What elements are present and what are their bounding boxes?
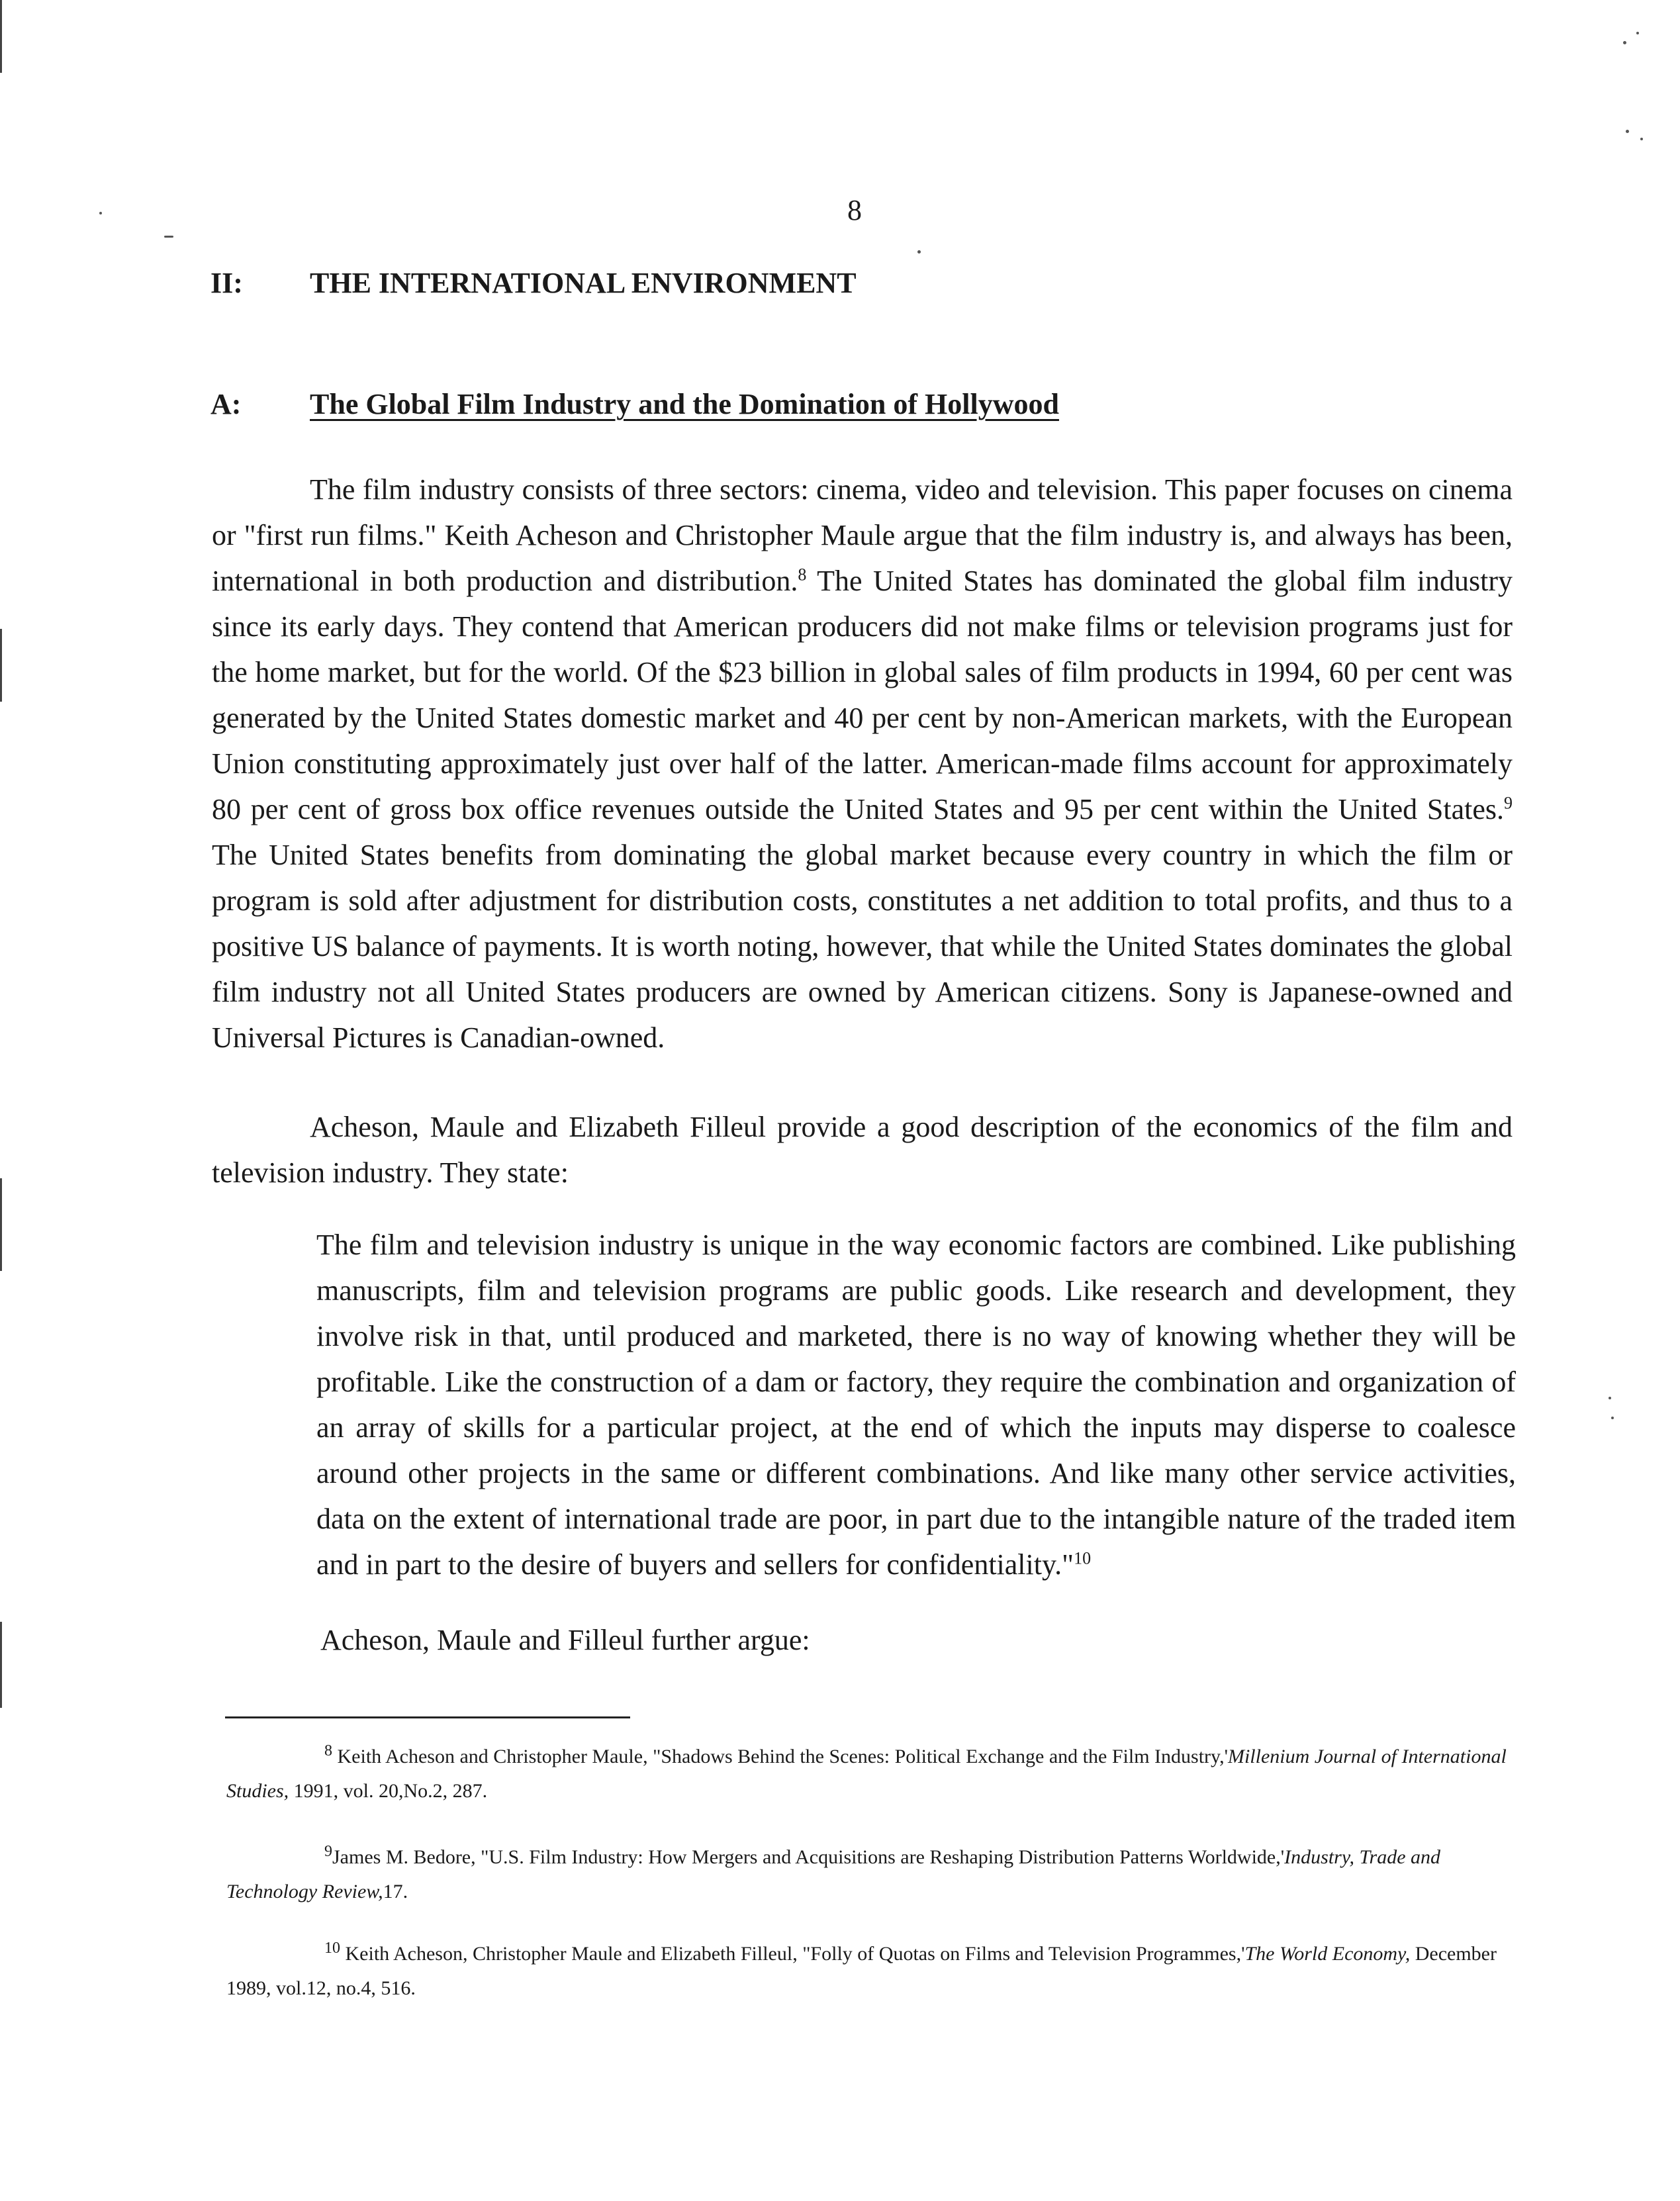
scan-speck bbox=[1611, 1417, 1614, 1419]
footnote-ref: 8 bbox=[798, 565, 807, 585]
block-quote bbox=[316, 1222, 1516, 1587]
footnote-source: The World Economy, bbox=[1244, 1943, 1411, 1965]
footnote-number: 9 bbox=[324, 1843, 332, 1860]
body-paragraph: Acheson, Maule and Elizabeth Filleul provide a good description of the economics of the film and television industry. They state: bbox=[212, 1111, 1513, 1189]
footnote-text: December 1989, vol.12, no.4, 516. bbox=[226, 1943, 1497, 1999]
page-number: 8 bbox=[847, 194, 862, 226]
scan-speck bbox=[164, 236, 173, 238]
footnote-ref: 10 bbox=[1074, 1548, 1092, 1568]
footnote-text: 17. bbox=[383, 1881, 408, 1902]
footnote bbox=[226, 1740, 1511, 1808]
scan-speck bbox=[1623, 41, 1626, 44]
section-number: II: bbox=[210, 267, 243, 299]
footnote-text: 1991, vol. 20,No.2, 287. bbox=[289, 1780, 488, 1802]
section-title: THE INTERNATIONAL ENVIRONMENT bbox=[310, 267, 857, 299]
footnote-source: Industry, Trade and Technology Review, bbox=[226, 1846, 1441, 1902]
section-heading bbox=[210, 266, 857, 300]
scan-speck bbox=[917, 250, 921, 254]
scan-edge-mark bbox=[0, 629, 2, 702]
footnote-source: Millenium Journal of International Studies, bbox=[226, 1746, 1507, 1802]
subsection-heading bbox=[210, 387, 1059, 421]
body-paragraph bbox=[212, 467, 1513, 1060]
scan-speck bbox=[1640, 138, 1643, 140]
scan-speck bbox=[1609, 1397, 1611, 1399]
footnote-text: Keith Acheson, Christopher Maule and Elizabeth Filleul, "Folly of Quotas on Films and Television Programmes,' bbox=[340, 1943, 1245, 1965]
footnote-text: James M. Bedore, "U.S. Film Industry: How Mergers and Acquisitions are Reshaping Distribution Patterns Worldwide,' bbox=[332, 1846, 1285, 1868]
footnote-number: 10 bbox=[324, 1940, 340, 1957]
scan-speck bbox=[99, 212, 102, 214]
body-paragraph: Acheson, Maule and Filleul further argue: bbox=[320, 1624, 810, 1656]
paragraph-text: The film industry consists of three sectors: cinema, video and television. This paper focuses on cinema or "first run films." Keith Acheson and Christopher Maule argue that the film industry is, and always has been, international in both production and distribution. bbox=[212, 473, 1513, 597]
paragraph-text: The United States benefits from dominating the global market because every country in which the film or program is sold after adjustment for distribution costs, constitutes a net addition to total profits, and thus to a positive US balance of payments. It is worth noting, however, that while the United States dominates the global film industry not all United States producers are owned by American citizens. Sony is Japanese-owned and Universal Pictures is Canadian-owned. bbox=[212, 839, 1513, 1054]
footnote bbox=[226, 1937, 1511, 2006]
scan-speck bbox=[1626, 130, 1629, 133]
subsection-title: The Global Film Industry and the Domination of Hollywood bbox=[310, 388, 1059, 420]
scan-edge-mark bbox=[0, 1622, 2, 1708]
footnote-text: Keith Acheson and Christopher Maule, "Shadows Behind the Scenes: Political Exchange and the Film Industry,' bbox=[332, 1746, 1228, 1767]
footnote-number: 8 bbox=[324, 1742, 332, 1759]
footnote-separator bbox=[225, 1716, 630, 1718]
scan-edge-mark bbox=[0, 1178, 2, 1271]
footnote bbox=[226, 1840, 1511, 1909]
scan-speck bbox=[1636, 32, 1639, 34]
footnote-ref: 9 bbox=[1504, 793, 1513, 813]
paragraph-text: The United States has dominated the global film industry since its early days. They contend that American producers did not make films or television programs just for the home market, but for the world. Of the $23 billion in global sales of film products in 1994, 60 per cent was generated by the United States domestic market and 40 per cent by non-American markets, with the European Union constituting approximately just over half of the latter. American-made films account for approximately 80 per cent of gross box office revenues outside the United States and 95 per cent within the United States. bbox=[212, 565, 1513, 825]
scan-edge-mark bbox=[0, 0, 2, 73]
subsection-number: A: bbox=[210, 388, 242, 420]
quote-text: The film and television industry is unique in the way economic factors are combined. Like publishing manuscripts, film and television programs are public goods. Like research and development, they involve risk in that, until produced and marketed, there is no way of knowing whether they will be profitable. Like the construction of a dam or factory, they require the combination and organization of an array of skills for a particular project, at the end of which the inputs may disperse to coalesce around other projects in the same or different combinations. And like many other service activities, data on the extent of international trade are poor, in part due to the intangible nature of the traded item and in part to the desire of buyers and sellers for confidentiality." bbox=[316, 1229, 1516, 1581]
